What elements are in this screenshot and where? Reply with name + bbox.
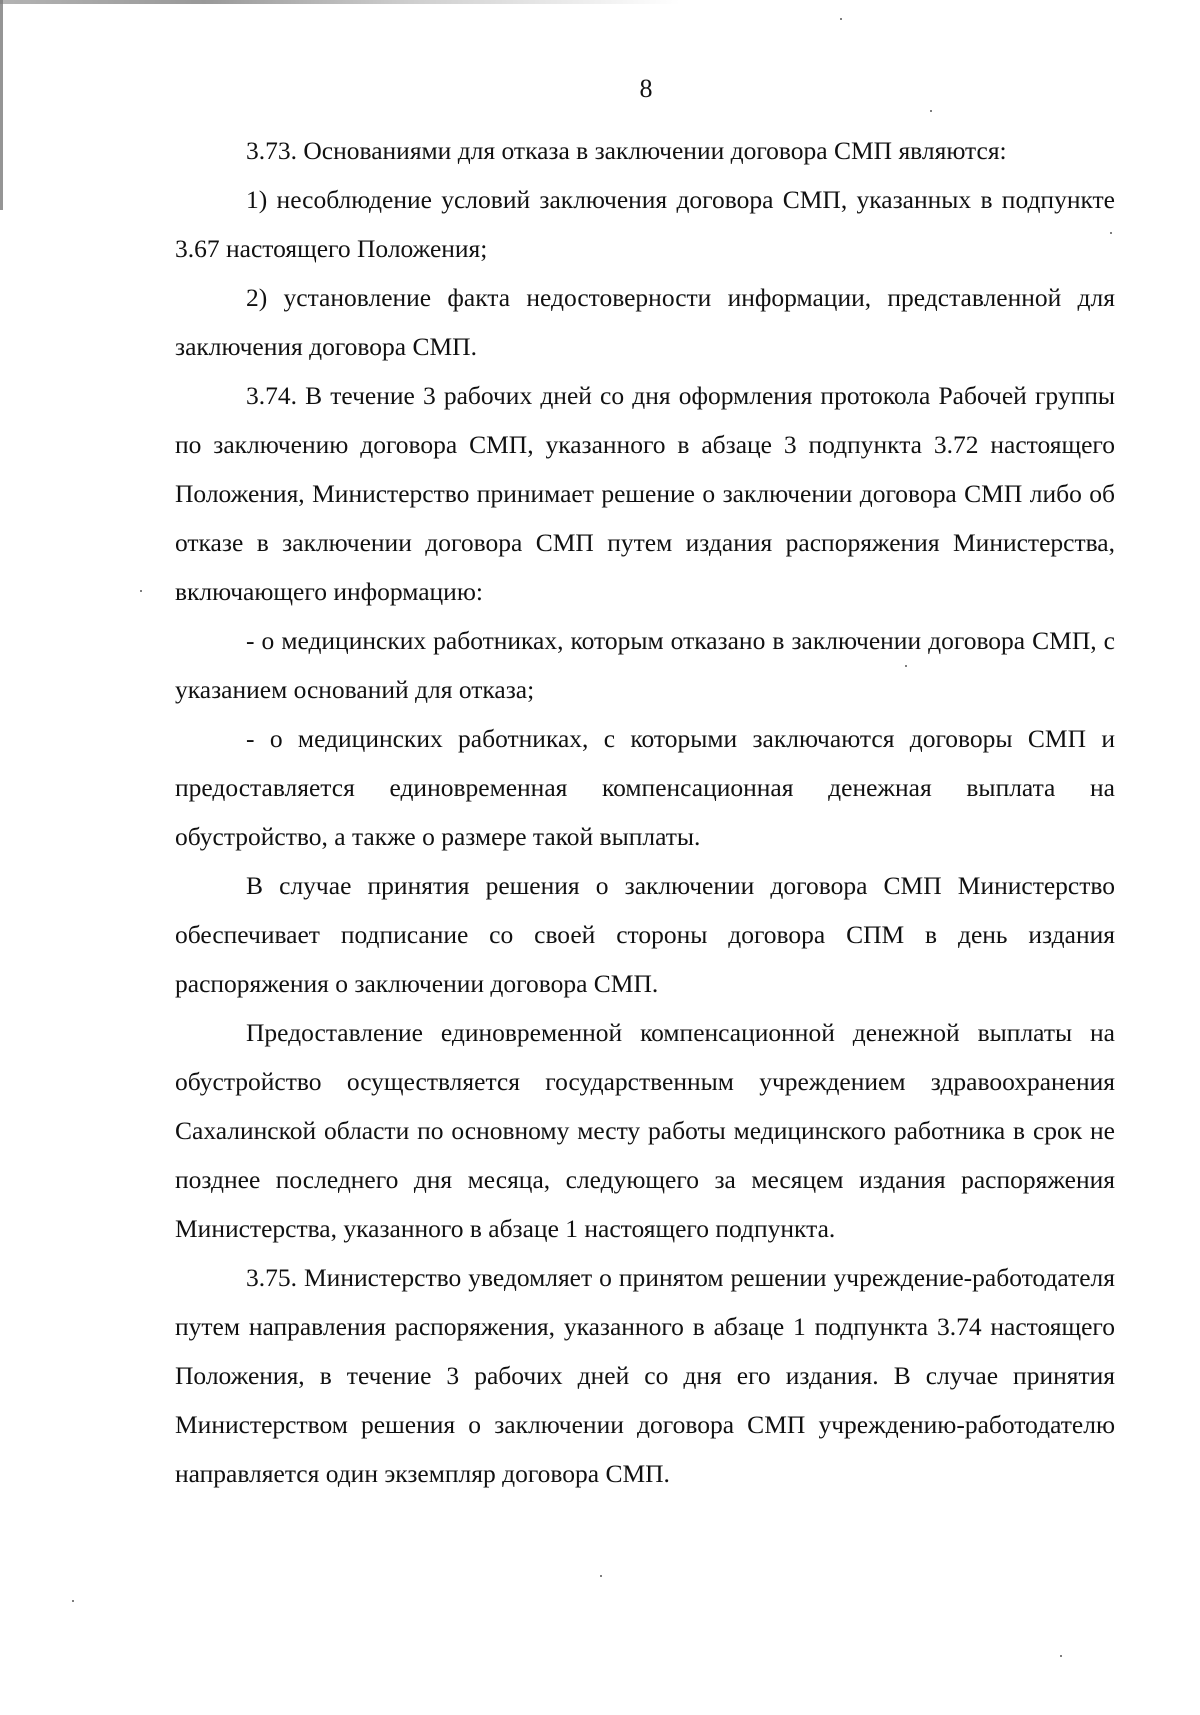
paragraph-item-2: 2) установление факта недостоверности информации, представленной для заключения договора СМП. [175,283,1115,361]
paragraph-payment: Предоставление единовременной компенсационной денежной выплаты на обустройство осуществляется государственным учреждением здравоохранения Сахалинской области по основному месту работы медицинского работника в срок не позднее последнего дня месяца, следующего за месяцем издания распоряжения Министерства, указанного в абзаце 1 настоящего подпункта. [175,1018,1115,1243]
paragraph-bullet-concluded: - о медицинских работниках, с которыми заключаются договоры СМП и предоставляется единовременная компенсационная денежная выплата на обустройство, а также о размере такой выплаты. [175,724,1115,851]
scan-speck [930,110,932,112]
paragraph-3-74: 3.74. В течение 3 рабочих дней со дня оформления протокола Рабочей группы по заключению договора СМП, указанного в абзаце 3 подпункта 3.72 настоящего Положения, Министерство принимает решение о заключении договора СМП либо об отказе в заключении договора СМП путем издания распоряжения Министерства, включающего информацию: [175,381,1115,606]
paragraph-item-1: 1) несоблюдение условий заключения договора СМП, указанных в подпункте 3.67 настоящего Положения; [175,185,1115,263]
scan-speck [840,18,842,20]
page-number: 8 [639,74,653,103]
body-text [175,126,1115,1498]
scan-speck [1060,1655,1062,1657]
paragraph-3-75: 3.75. Министерство уведомляет о принятом решении учреждение-работодателя путем направления распоряжения, указанного в абзаце 1 подпункта 3.74 настоящего Положения, в течение 3 рабочих дней со дня его издания. В случае принятия Министерством решения о заключении договора СМП учреждению-работодателю направляется один экземпляр договора СМП. [175,1263,1115,1488]
scan-speck [72,1600,74,1602]
scan-edge-left [0,0,3,210]
scan-speck [140,590,142,592]
paragraph-3-73: 3.73. Основаниями для отказа в заключении договора СМП являются: [246,136,1007,165]
scan-speck [600,1575,602,1577]
paragraph-signing: В случае принятия решения о заключении договора СМП Министерство обеспечивает подписание со своей стороны договора СПМ в день издания распоряжения о заключении договора СМП. [175,871,1115,998]
scan-edge-top [0,0,680,4]
paragraph-bullet-refused: - о медицинских работниках, которым отказано в заключении договора СМП, с указанием оснований для отказа; [175,626,1115,704]
